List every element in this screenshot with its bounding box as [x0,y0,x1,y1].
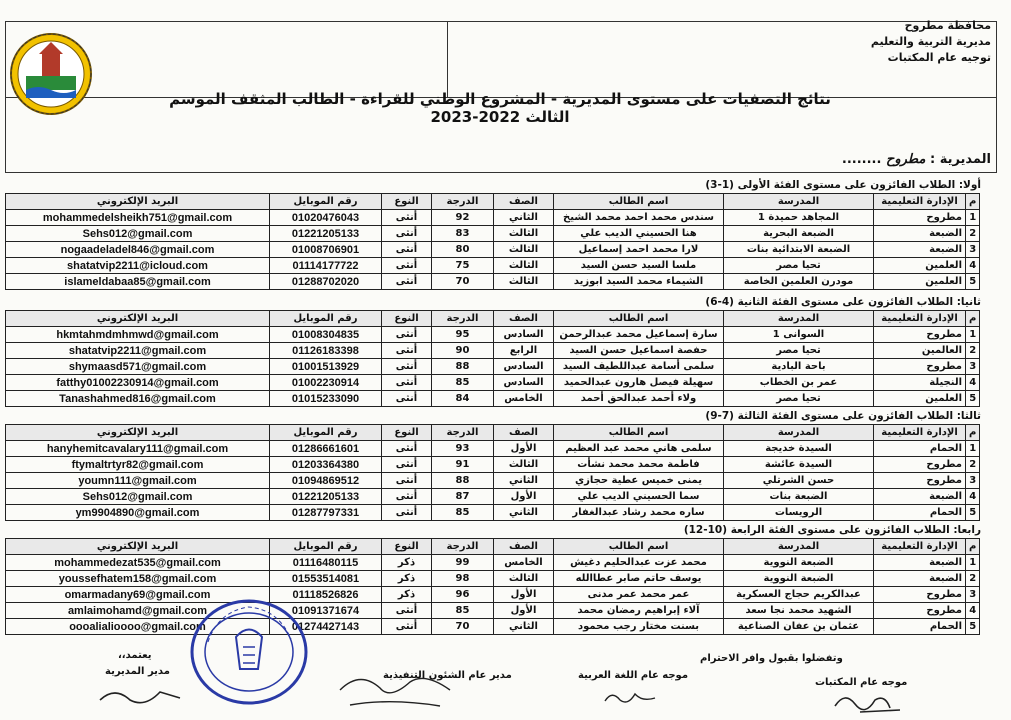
cell-n: 5 [966,505,980,521]
cell-admin: النجيلة [874,375,966,391]
cell-grade: الرابع [494,343,554,359]
cell-degree: 85 [432,603,494,619]
cell-mobile: 01091371674 [270,603,382,619]
cell-sex: أنثى [382,258,432,274]
cell-email: amlaimohamd@gmail.com [6,603,270,619]
cell-email: ftymaltrtyr82@gmail.com [6,457,270,473]
cell-sex: أنثى [382,473,432,489]
header-sex: النوع [382,194,432,210]
table-row [6,505,980,521]
cell-sex: أنثى [382,359,432,375]
cell-mobile: 01221205133 [270,489,382,505]
cell-admin: الحمام [874,441,966,457]
cell-n: 2 [966,343,980,359]
exec-signature-icon [330,660,470,715]
cell-degree: 70 [432,619,494,635]
cell-admin: العلمين [874,391,966,407]
cell-email: ym9904890@gmail.com [6,505,270,521]
cell-n: 4 [966,258,980,274]
cell-sex: أنثى [382,505,432,521]
cell-degree: 88 [432,473,494,489]
cell-mobile: 01221205133 [270,226,382,242]
cell-grade: الثاني [494,505,554,521]
cell-grade: الثالث [494,571,554,587]
header-admin: الإدارة التعليمية [874,425,966,441]
cell-grade: الأول [494,489,554,505]
header-mobile: رقم الموبايل [270,539,382,555]
header-sex: النوع [382,311,432,327]
table-row [6,242,980,258]
cell-school: السيدة عائشة [724,457,874,473]
header-mobile: رقم الموبايل [270,425,382,441]
approval-text: يعتمد،، [118,650,152,661]
cell-student: عمر محمد عمر مدنى [554,587,724,603]
table-header-row [6,311,980,327]
cell-student: سندس محمد احمد محمد الشيخ [554,210,724,226]
director-signature-icon [95,682,185,712]
header-grade: الصف [494,311,554,327]
cell-sex: ذكر [382,587,432,603]
cell-admin: مطروح [874,603,966,619]
cell-degree: 85 [432,375,494,391]
header-degree: الدرجة [432,425,494,441]
header-mobile: رقم الموبايل [270,311,382,327]
cell-mobile: 01288702020 [270,274,382,290]
cell-grade: الأول [494,441,554,457]
header-email: البريد الإلكتروني [6,425,270,441]
cell-degree: 90 [432,343,494,359]
cell-degree: 80 [432,242,494,258]
cell-admin: العالمين [874,343,966,359]
cell-email: shatatvip2211@gmail.com [6,343,270,359]
cell-sex: أنثى [382,603,432,619]
cell-grade: الثاني [494,473,554,489]
table-header-row [6,194,980,210]
cell-student: هنا الحسيني الديب علي [554,226,724,242]
cell-degree: 96 [432,587,494,603]
cell-school: تحيا مصر [724,343,874,359]
cell-grade: الثالث [494,457,554,473]
cell-admin: الحمام [874,619,966,635]
organization-block [871,18,991,66]
table-row [6,258,980,274]
header-mobile: رقم الموبايل [270,194,382,210]
cell-admin: الضبعة [874,571,966,587]
cell-grade: الثالث [494,226,554,242]
cell-grade: الخامس [494,391,554,407]
cell-mobile: 01020476043 [270,210,382,226]
header-n: م [966,194,980,210]
header-divider [447,22,448,97]
table-row [6,473,980,489]
cell-school: مودرن العلمين الخاصة [724,274,874,290]
cell-degree: 85 [432,505,494,521]
cell-grade: الأول [494,587,554,603]
header-admin: الإدارة التعليمية [874,539,966,555]
results-table [5,538,980,635]
cell-school: الضبعة النووية [724,555,874,571]
cell-n: 3 [966,473,980,489]
cell-n: 2 [966,226,980,242]
cell-grade: الثاني [494,210,554,226]
ministry-logo-icon [6,24,96,124]
cell-sex: أنثى [382,226,432,242]
cell-mobile: 01116480115 [270,555,382,571]
cell-degree: 98 [432,571,494,587]
cell-student: بسنت مختار رجب محمود [554,619,724,635]
cell-sex: أنثى [382,242,432,258]
cell-school: عمر بن الخطاب [724,375,874,391]
cell-admin: العلمين [874,274,966,290]
cell-email: hanyhemitcavalary111@gmail.com [6,441,270,457]
cell-student: سلمى هاني محمد عبد العظيم [554,441,724,457]
cell-mobile: 01015233090 [270,391,382,407]
cell-student: يمنى خميس عطية حجازي [554,473,724,489]
cell-email: mohammedelsheikh751@gmail.com [6,210,270,226]
results-table [5,310,980,407]
header-school: المدرسة [724,194,874,210]
table-header-row [6,425,980,441]
cell-mobile: 01203364380 [270,457,382,473]
closing-text: وتفضلوا بقبول وافر الاحترام [700,653,843,664]
arabic-signature-icon [600,686,660,710]
cell-email: oooalialioooo@gmail.com [6,619,270,635]
cell-admin: الضبعة [874,489,966,505]
cell-n: 4 [966,603,980,619]
section-title: ثانيا: الطلاب الفائزون على مستوى الفئة الثانية (4-6) [705,296,981,308]
cell-n: 1 [966,441,980,457]
cell-grade: الثالث [494,242,554,258]
cell-student: سما الحسيني الديب علي [554,489,724,505]
cell-student: الشيماء محمد السيد ابوزيد [554,274,724,290]
cell-student: سهيلة فيصل هارون عبدالحميد [554,375,724,391]
header-n: م [966,311,980,327]
cell-grade: السادس [494,359,554,375]
cell-n: 3 [966,359,980,375]
cell-email: Tanashahmed816@gmail.com [6,391,270,407]
results-table [5,193,980,290]
cell-grade: الخامس [494,555,554,571]
cell-n: 5 [966,391,980,407]
cell-email: fatthy01002230914@gmail.com [6,375,270,391]
cell-school: حسن الشرتلي [724,473,874,489]
cell-mobile: 01114177722 [270,258,382,274]
cell-n: 2 [966,457,980,473]
cell-mobile: 01094869512 [270,473,382,489]
cell-mobile: 01286661601 [270,441,382,457]
cell-degree: 92 [432,210,494,226]
cell-n: 5 [966,619,980,635]
section-title: رابعا: الطلاب الفائزون على مستوى الفئة الرابعة (10-12) [683,524,981,536]
cell-degree: 75 [432,258,494,274]
cell-email: mohammedezat535@gmail.com [6,555,270,571]
cell-school: المجاهد حميدة 1 [724,210,874,226]
cell-school: الضبعة النووية [724,571,874,587]
cell-grade: السادس [494,375,554,391]
cell-school: باحة البادية [724,359,874,375]
cell-school: الضبعة الابتدائية بنات [724,242,874,258]
header-school: المدرسة [724,425,874,441]
cell-email: islameldabaa85@gmail.com [6,274,270,290]
header-student: اسم الطالب [554,539,724,555]
table-row [6,210,980,226]
sig-libraries-title: موجه عام المكتبات [815,677,908,688]
table-row [6,226,980,242]
results-table [5,424,980,521]
cell-degree: 93 [432,441,494,457]
header-grade: الصف [494,539,554,555]
table-row [6,489,980,505]
cell-email: Sehs012@gmail.com [6,489,270,505]
cell-email: youssefhatem158@gmail.com [6,571,270,587]
cell-degree: 83 [432,226,494,242]
header-admin: الإدارة التعليمية [874,311,966,327]
cell-mobile: 01553514081 [270,571,382,587]
cell-n: 3 [966,587,980,603]
header-sex: النوع [382,425,432,441]
cell-grade: الثاني [494,619,554,635]
table-row [6,457,980,473]
org-directorate: مديرية التربية والتعليم [870,35,991,48]
cell-student: لارا محمد احمد إسماعيل [554,242,724,258]
cell-degree: 88 [432,359,494,375]
header-school: المدرسة [724,539,874,555]
section-title: أولا: الطلاب الفائزون على مستوى الفئة الأولى (1-3) [705,179,981,191]
cell-n: 1 [966,210,980,226]
cell-student: فاطمة محمد محمد نشأت [554,457,724,473]
cell-sex: أنثى [382,327,432,343]
cell-admin: مطروح [874,457,966,473]
cell-sex: أنثى [382,391,432,407]
directorate-label: المديرية : [929,152,991,167]
sig-exec-title: مدير عام الشئون التنفيذية [383,670,512,681]
cell-school: عثمان بن عفان الصناعية [724,619,874,635]
directorate-value: مطروح [885,152,926,167]
cell-sex: أنثى [382,489,432,505]
cell-school: السيدة خديجة [724,441,874,457]
table-row [6,603,980,619]
cell-email: youmn111@gmail.com [6,473,270,489]
cell-mobile: 01126183398 [270,343,382,359]
cell-sex: أنثى [382,457,432,473]
cell-email: nogaadeladel846@gmail.com [6,242,270,258]
sig-director-title: مدير المديرية [105,666,170,677]
cell-mobile: 01001513929 [270,359,382,375]
table-row [6,587,980,603]
header-school: المدرسة [724,311,874,327]
cell-school: الشهيد محمد نجا سعد [724,603,874,619]
cell-sex: أنثى [382,210,432,226]
cell-sex: ذكر [382,555,432,571]
header-degree: الدرجة [432,311,494,327]
cell-mobile: 01008304835 [270,327,382,343]
cell-school: الرويسات [724,505,874,521]
cell-degree: 87 [432,489,494,505]
cell-n: 5 [966,274,980,290]
cell-mobile: 01002230914 [270,375,382,391]
cell-n: 1 [966,555,980,571]
header-degree: الدرجة [432,539,494,555]
header-email: البريد الإلكتروني [6,194,270,210]
cell-admin: مطروح [874,210,966,226]
cell-n: 4 [966,375,980,391]
header-grade: الصف [494,194,554,210]
cell-school: تحيا مصر [724,391,874,407]
cell-student: ولاء أحمد عبدالحق أحمد [554,391,724,407]
cell-admin: الضبعة [874,555,966,571]
cell-email: shymaasd571@gmail.com [6,359,270,375]
official-stamp-icon [188,597,310,707]
cell-n: 3 [966,242,980,258]
cell-email: hkmtahmdmhmwd@gmail.com [6,327,270,343]
cell-email: Sehs012@gmail.com [6,226,270,242]
cell-grade: الأول [494,603,554,619]
table-header-row [6,539,980,555]
cell-admin: الضبعة [874,226,966,242]
cell-n: 4 [966,489,980,505]
cell-mobile: 01287797331 [270,505,382,521]
cell-admin: العلمين [874,258,966,274]
cell-degree: 84 [432,391,494,407]
cell-admin: الحمام [874,505,966,521]
cell-sex: أنثى [382,619,432,635]
table-row [6,391,980,407]
cell-student: آلاء إبراهيم رمضان محمد [554,603,724,619]
cell-student: سلمى أسامة عبداللطيف السيد [554,359,724,375]
table-row [6,571,980,587]
header-sex: النوع [382,539,432,555]
header-n: م [966,425,980,441]
header-n: م [966,539,980,555]
cell-email: omarmadany69@gmail.com [6,587,270,603]
cell-grade: الثالث [494,258,554,274]
cell-mobile: 01118526826 [270,587,382,603]
cell-mobile: 01008706901 [270,242,382,258]
org-governorate: محافظة مطروح [904,19,991,32]
table-row [6,441,980,457]
table-row [6,359,980,375]
cell-school: السوانى 1 [724,327,874,343]
header-admin: الإدارة التعليمية [874,194,966,210]
table-row [6,327,980,343]
cell-student: يوسف حاتم صابر عطاالله [554,571,724,587]
cell-student: سارة إسماعيل محمد عبدالرحمن [554,327,724,343]
header-email: البريد الإلكتروني [6,311,270,327]
cell-admin: مطروح [874,587,966,603]
libraries-signature-icon [830,686,920,718]
header-student: اسم الطالب [554,311,724,327]
cell-school: تحيا مصر [724,258,874,274]
cell-student: حفصة اسماعيل حسن السيد [554,343,724,359]
sig-arabic-title: موجه عام اللغة العربية [578,670,689,681]
table-row [6,343,980,359]
header-grade: الصف [494,425,554,441]
cell-grade: السادس [494,327,554,343]
header-degree: الدرجة [432,194,494,210]
cell-degree: 91 [432,457,494,473]
cell-sex: أنثى [382,343,432,359]
cell-n: 1 [966,327,980,343]
cell-admin: الضبعة [874,242,966,258]
cell-admin: مطروح [874,473,966,489]
cell-sex: أنثى [382,375,432,391]
org-department: توجيه عام المكتبات [887,51,991,64]
header-email: البريد الإلكتروني [6,539,270,555]
section-title: ثالثا: الطلاب الفائزون على مستوى الفئة الثالثة (7-9) [705,410,981,422]
directorate-line: المديرية : مطروح ........ [841,152,991,167]
cell-admin: مطروح [874,359,966,375]
table-row [6,619,980,635]
cell-degree: 99 [432,555,494,571]
cell-sex: ذكر [382,571,432,587]
cell-school: عبدالكريم حجاج العسكرية [724,587,874,603]
cell-n: 2 [966,571,980,587]
table-row [6,555,980,571]
cell-student: ساره محمد رشاد عبدالغفار [554,505,724,521]
cell-student: محمد عزت عبدالحليم دغيش [554,555,724,571]
cell-student: ملسا السيد حسن السيد [554,258,724,274]
cell-school: الضبعة البحرية [724,226,874,242]
cell-email: shatatvip2211@icloud.com [6,258,270,274]
header-student: اسم الطالب [554,194,724,210]
header-student: اسم الطالب [554,425,724,441]
cell-mobile: 01274427143 [270,619,382,635]
cell-sex: أنثى [382,441,432,457]
table-row [6,375,980,391]
page-title: نتائج التصفيات على مستوى المديرية - المشروع الوطني للقراءة - الطالب المثقف الموسم الثالث 2022-2023 [169,90,831,126]
cell-admin: مطروح [874,327,966,343]
cell-degree: 70 [432,274,494,290]
cell-degree: 95 [432,327,494,343]
table-row [6,274,980,290]
cell-sex: أنثى [382,274,432,290]
cell-grade: الثالث [494,274,554,290]
cell-school: الضبعة بنات [724,489,874,505]
